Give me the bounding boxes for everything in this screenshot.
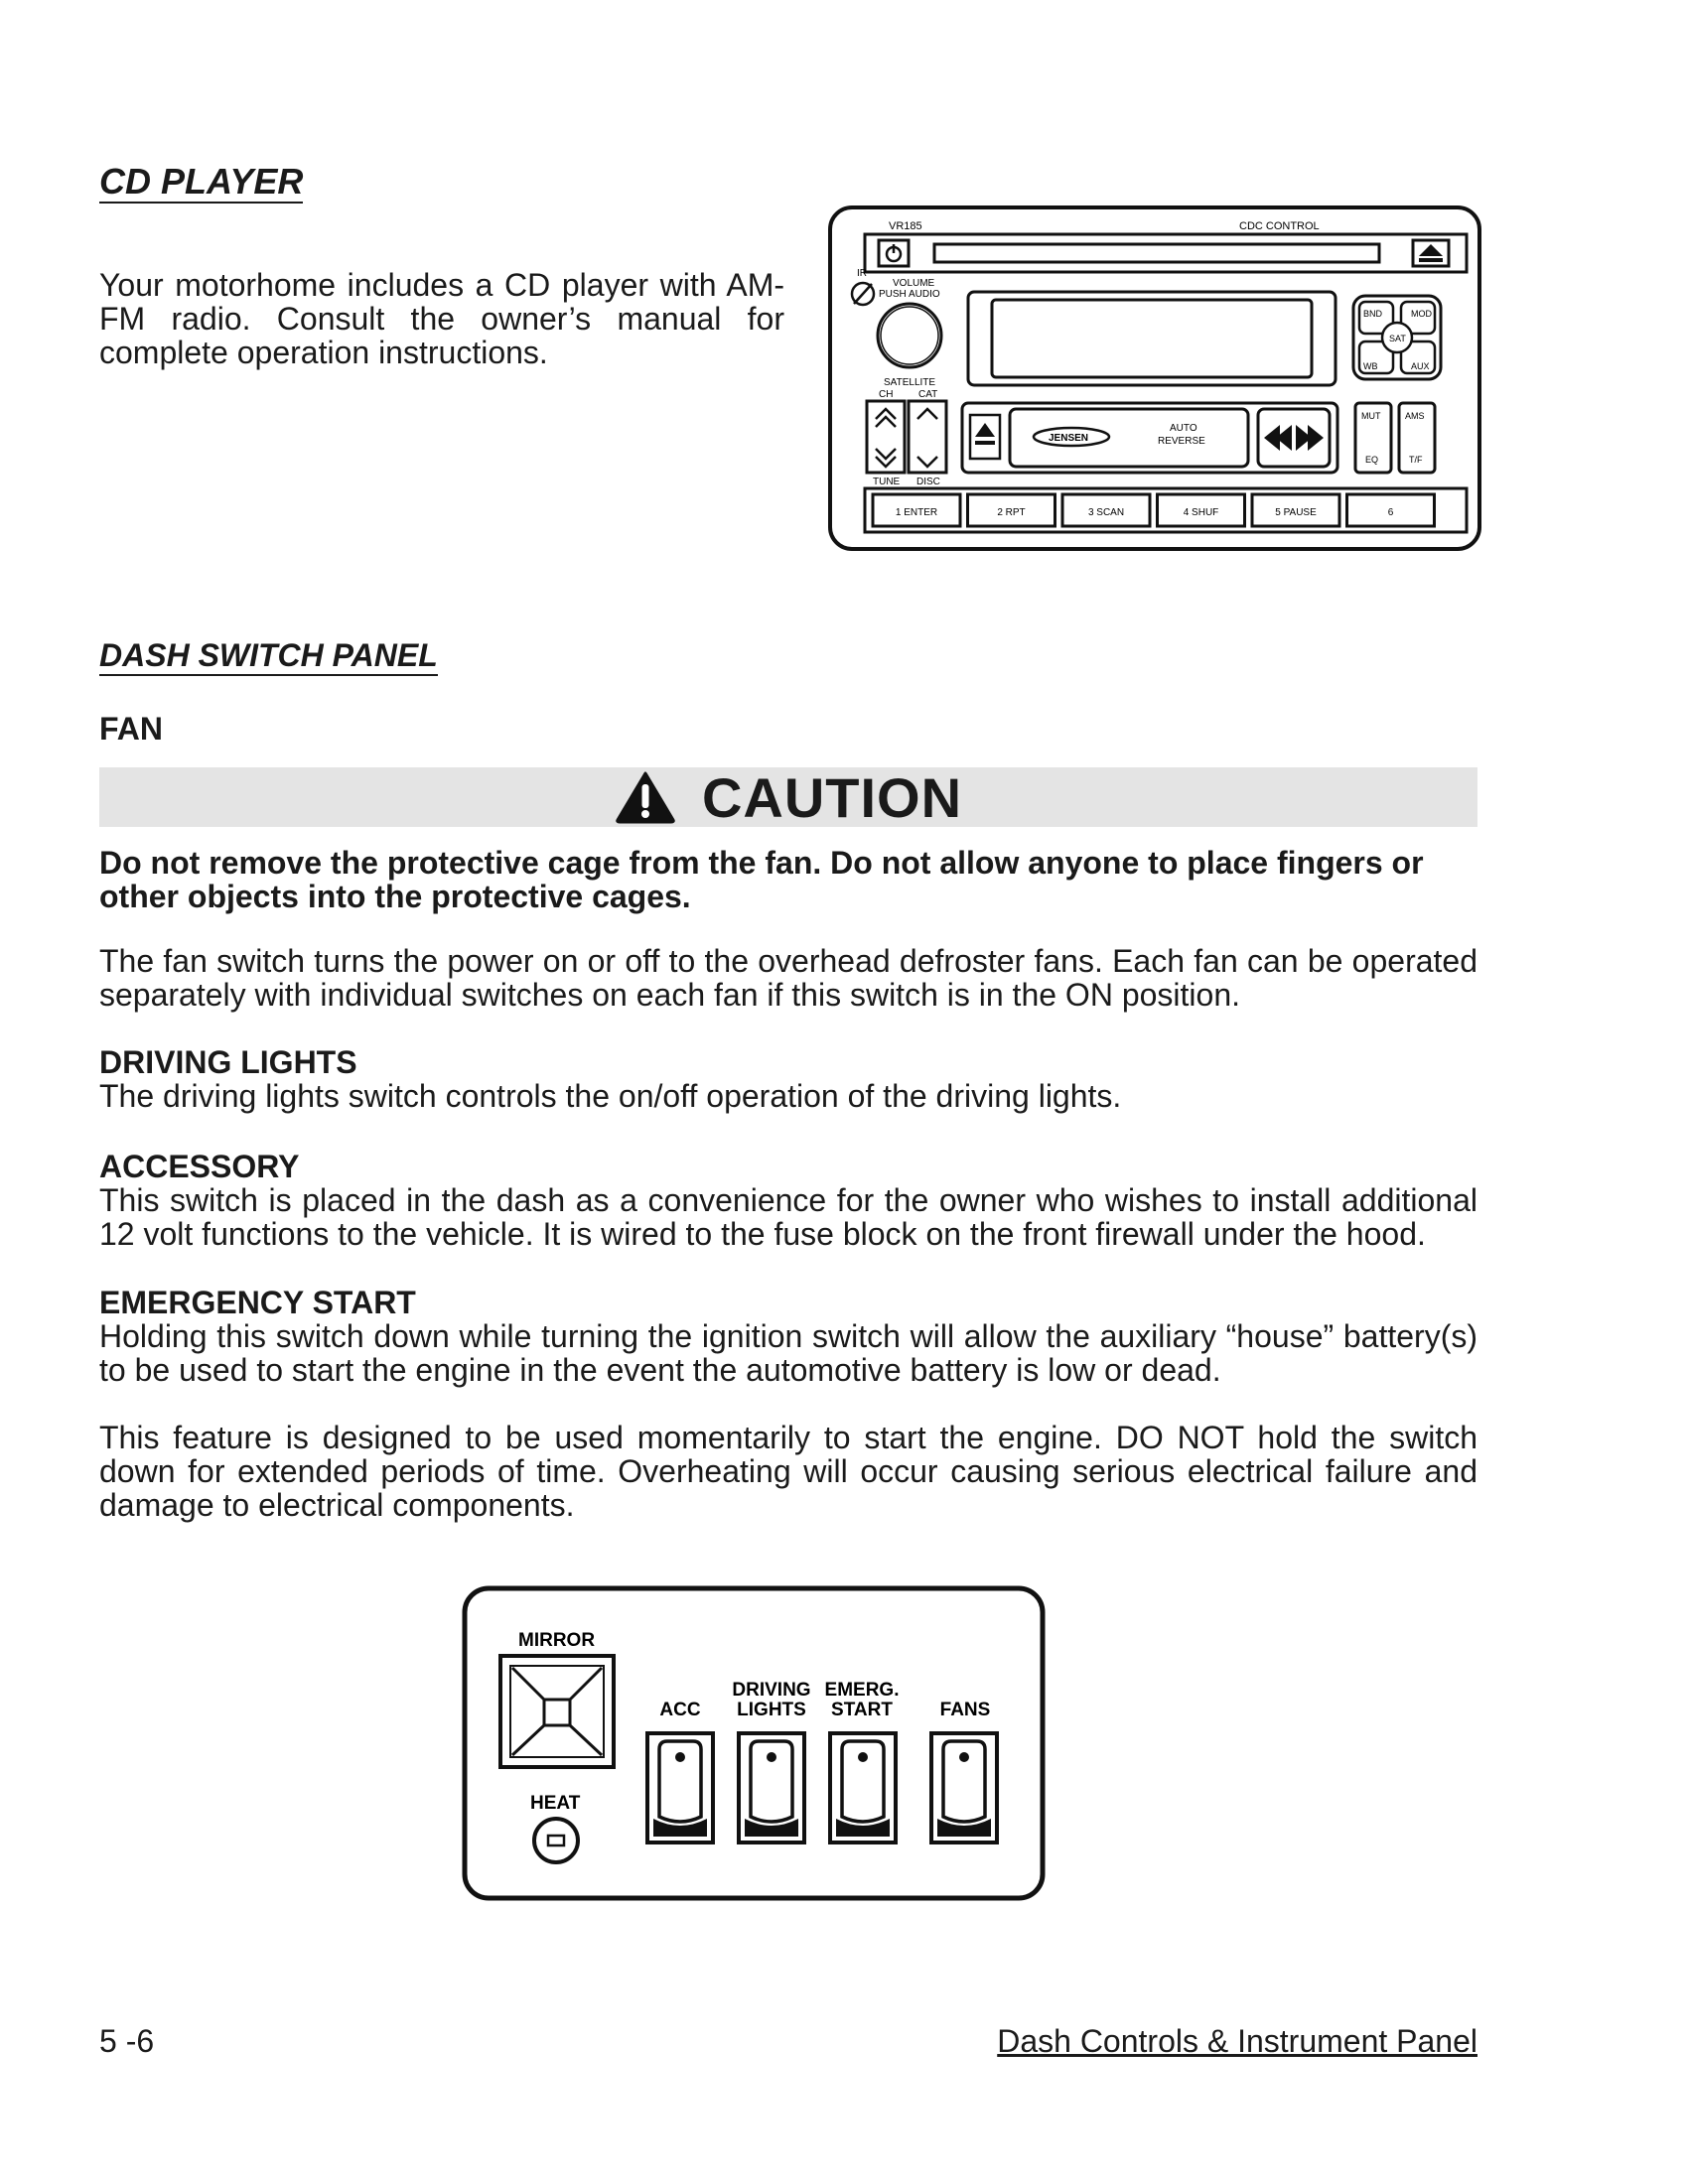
driving-lights-block [99, 1045, 1477, 1113]
accessory-text: This switch is placed in the dash as a convenience for the owner who wishes to install additional 12 volt functions to the vehicle. It is wired to the fuse block on the front firewall under the hood. [99, 1182, 1477, 1252]
emergency-start-note: This feature is designed to be used momentarily to start the engine. DO NOT hold the switch down for extended periods of time. Overheating will occur causing serious electrical failure and damage to electrical components. [99, 1420, 1477, 1523]
satellite-label: SATELLITE [884, 377, 936, 388]
driving-lights-label-1: DRIVING [732, 1680, 811, 1701]
cd-player-diagram [827, 205, 1482, 552]
mod-label: MOD [1411, 309, 1432, 319]
fan-heading: FAN [99, 711, 163, 747]
driving-lights-label-2: LIGHTS [737, 1700, 806, 1720]
tune-label: TUNE [873, 477, 901, 487]
aux-label: AUX [1411, 361, 1430, 371]
mut-label: MUT [1361, 411, 1381, 421]
ch-label: CH [879, 389, 894, 400]
warning-triangle-icon [615, 770, 676, 824]
dash-switch-panel-diagram [461, 1584, 1047, 1904]
brand-label: JENSEN [1049, 433, 1089, 444]
caution-banner [99, 767, 1477, 827]
disc-rocker[interactable] [909, 401, 946, 473]
emerg-start-label-1: EMERG. [824, 1680, 900, 1701]
emerg-start-switch[interactable] [830, 1733, 896, 1843]
fan-paragraph: The fan switch turns the power on or off to the overhead defroster fans. Each fan can be operated separately with individual switches on each fan if this switch is in the ON position. [99, 943, 1477, 1013]
accessory-heading: ACCESSORY [99, 1149, 300, 1184]
disc-label: DISC [916, 477, 940, 487]
preset-label-4: 4 SHUF [1183, 507, 1219, 518]
preset-label-1: 1 ENTER [895, 507, 938, 518]
preset-label-3: 3 SCAN [1087, 507, 1125, 518]
cat-label: CAT [918, 389, 938, 400]
caution-label: CAUTION [701, 765, 963, 829]
eq-label: EQ [1365, 455, 1379, 465]
accessory-block [99, 1150, 1477, 1251]
fans-switch[interactable] [931, 1733, 997, 1843]
preset-label-5: 5 PAUSE [1275, 507, 1317, 518]
wb-label: WB [1363, 361, 1378, 371]
ams-label: AMS [1405, 411, 1425, 421]
mirror-label: MIRROR [518, 1630, 596, 1651]
radio-display [992, 300, 1312, 377]
acc-label: ACC [659, 1700, 701, 1720]
model-label: VR185 [889, 220, 922, 232]
mirror-control[interactable] [500, 1656, 614, 1767]
ir-label: IR [857, 268, 867, 279]
cd-player-paragraph: Your motorhome includes a CD player with AM-FM radio. Consult the owner’s manual for complete operation instructions. [99, 267, 784, 370]
reverse-label: REVERSE [1158, 436, 1205, 447]
fans-label: FANS [939, 1700, 991, 1720]
tf-label: T/F [1409, 455, 1423, 465]
emergency-start-block [99, 1286, 1477, 1387]
cdc-control-label: CDC CONTROL [1239, 220, 1320, 232]
push-audio-label: PUSH AUDIO [879, 289, 940, 300]
cd-player-title: CD PLAYER [99, 161, 303, 204]
auto-label: AUTO [1170, 423, 1197, 434]
preset-label-6: 6 [1387, 507, 1394, 518]
footer-section-title: Dash Controls & Instrument Panel [997, 2023, 1477, 2059]
driving-lights-heading: DRIVING LIGHTS [99, 1044, 357, 1080]
sat-label: SAT [1389, 334, 1406, 343]
dash-switch-panel-title: DASH SWITCH PANEL [99, 637, 438, 676]
driving-lights-switch[interactable] [739, 1733, 804, 1843]
page-number: 5 -6 [99, 2023, 155, 2059]
heat-label: HEAT [530, 1793, 581, 1814]
cd-slot [934, 244, 1379, 262]
preset-label-2: 2 RPT [997, 507, 1026, 518]
driving-lights-text: The driving lights switch controls the on/off operation of the driving lights. [99, 1078, 1122, 1114]
volume-label: VOLUME [893, 278, 935, 289]
heat-button[interactable] [534, 1819, 578, 1862]
bnd-label: BND [1363, 309, 1383, 319]
tune-rocker[interactable] [867, 401, 905, 473]
acc-switch[interactable] [647, 1733, 713, 1843]
volume-knob[interactable] [878, 304, 941, 367]
emerg-start-label-2: START [831, 1700, 893, 1720]
emergency-start-text: Holding this switch down while turning the ignition switch will allow the auxiliary “house” battery(s) to be used to start the engine in the event the automotive battery is low or dead. [99, 1318, 1477, 1388]
caution-text: Do not remove the protective cage from the fan. Do not allow anyone to place fingers or other objects into the protective cages. [99, 845, 1424, 914]
emergency-start-heading: EMERGENCY START [99, 1285, 416, 1320]
